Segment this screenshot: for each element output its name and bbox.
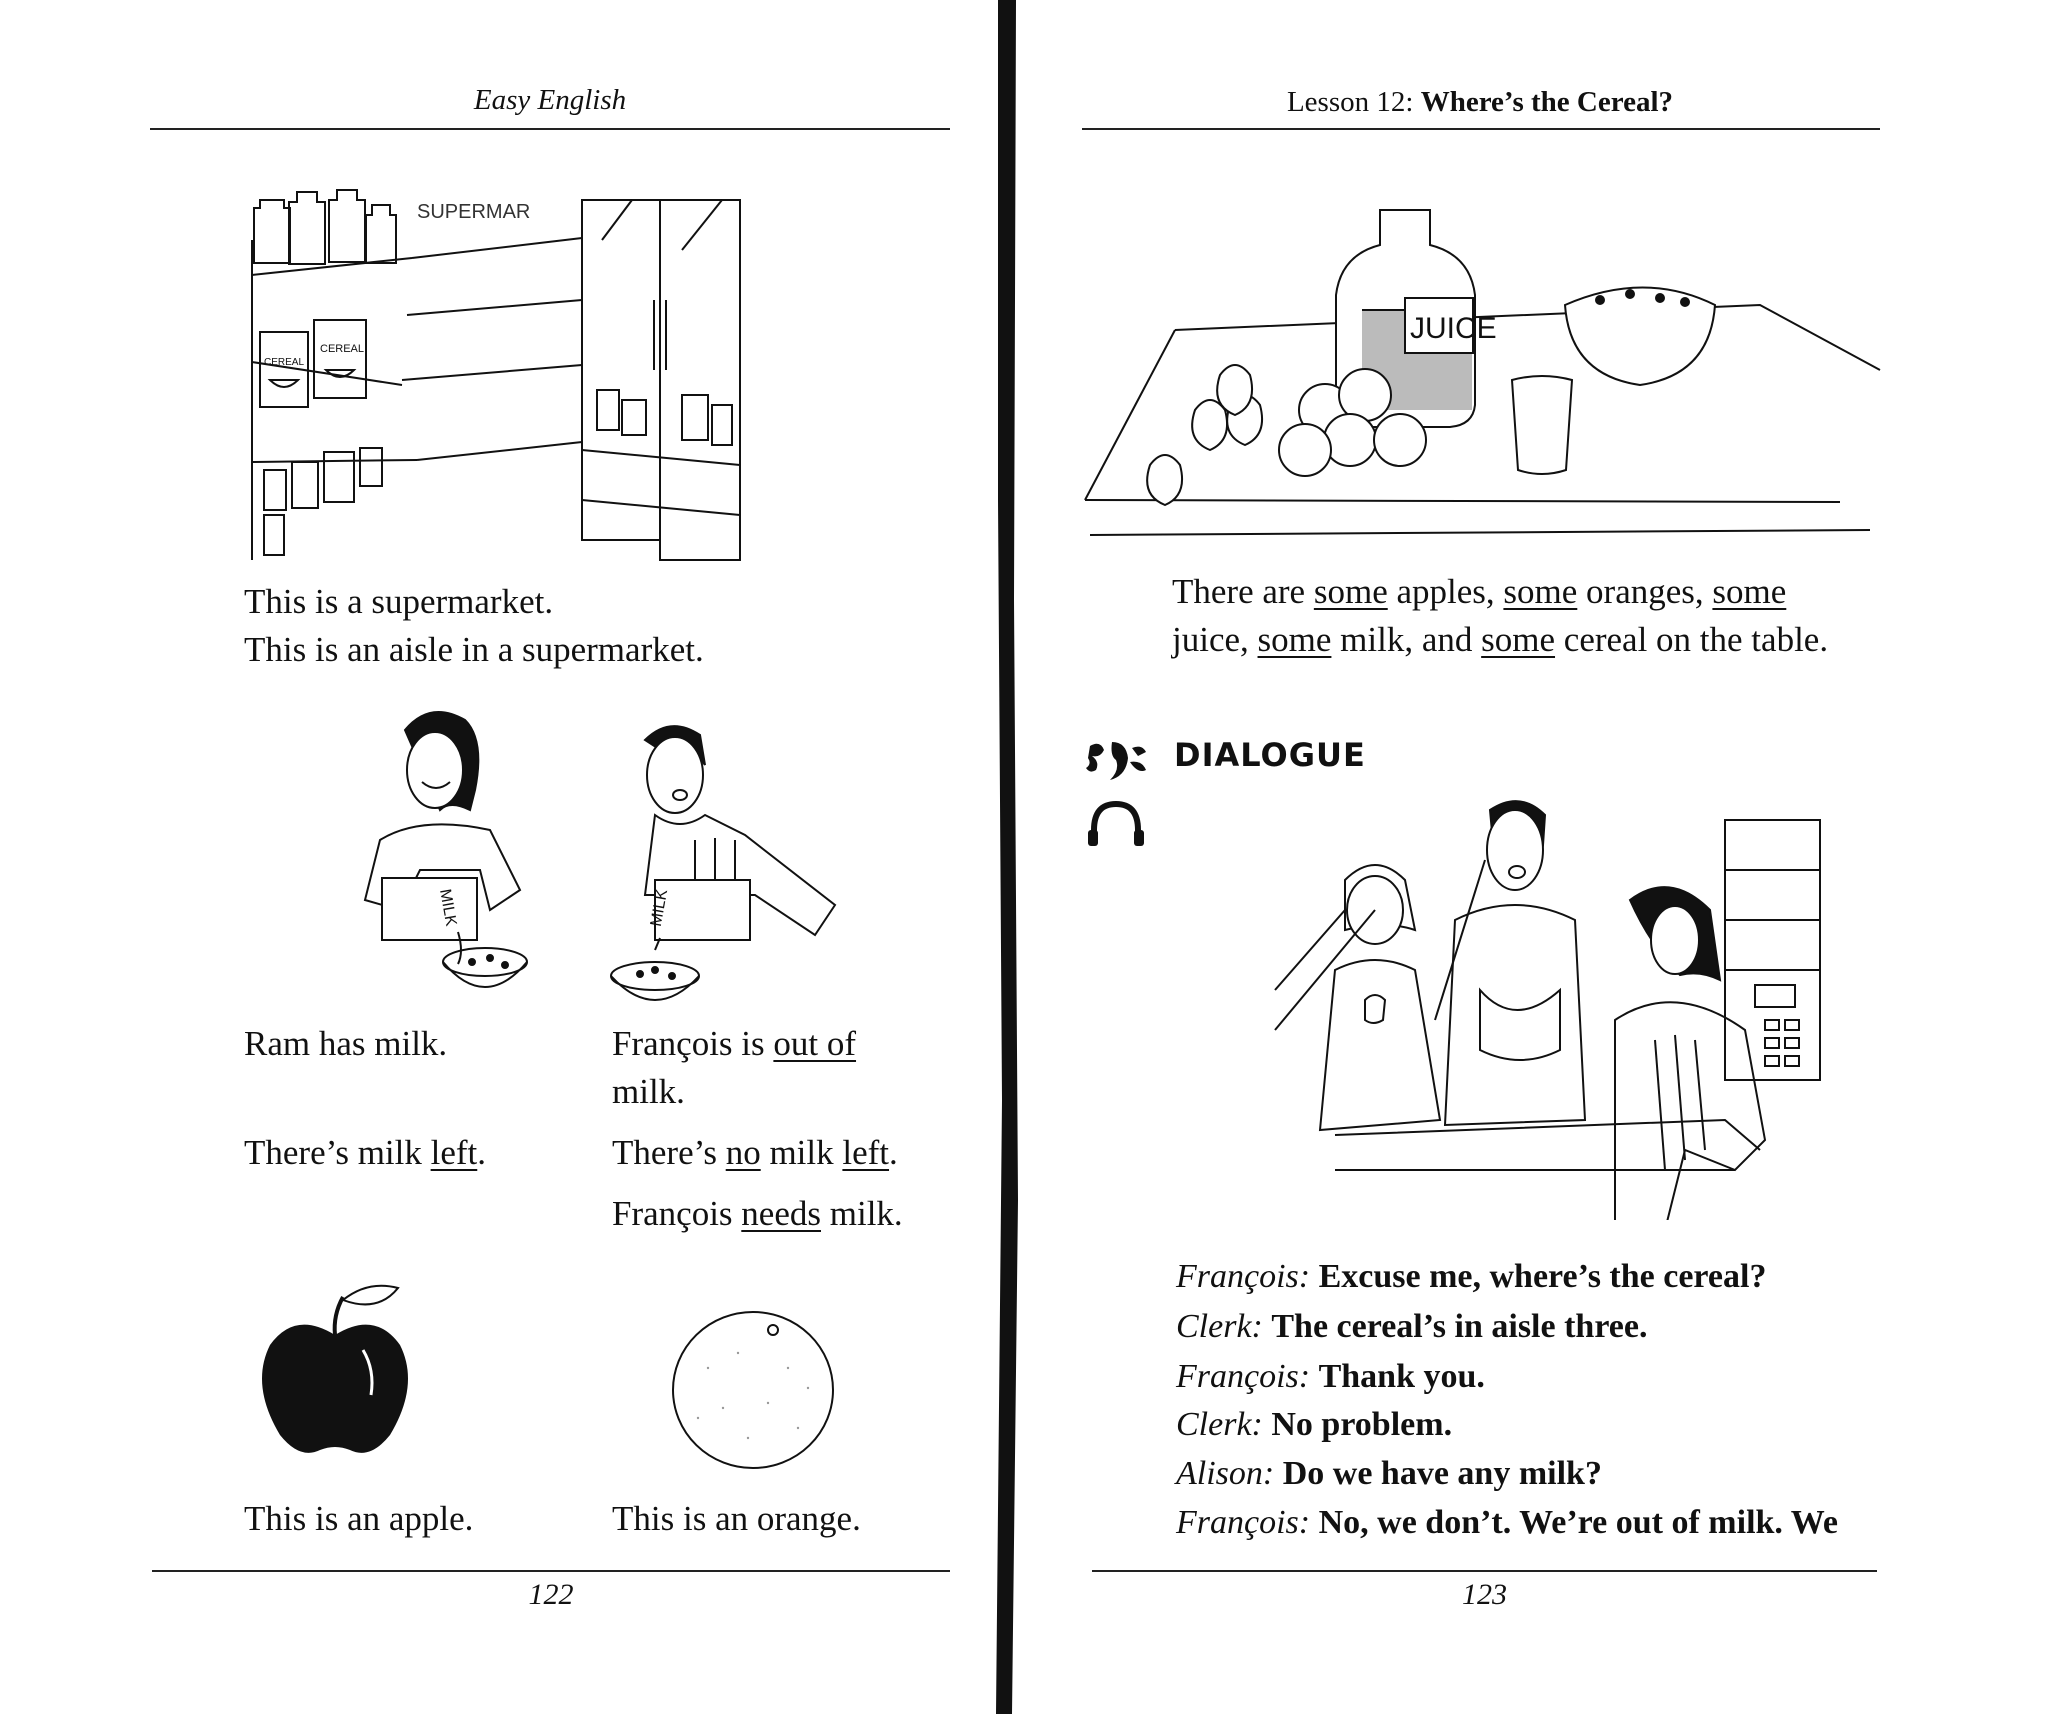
francois-carton-label: MILK: [647, 888, 672, 928]
page-number-left: 122: [528, 1578, 574, 1611]
orange-caption: This is an orange.: [612, 1499, 861, 1538]
some-sentence-line-1: There are some apples, some oranges, some: [1172, 572, 1787, 611]
dialogue-speakers-icon: [1086, 738, 1152, 788]
dialogue-line-4: Clerk: No problem.: [1176, 1406, 1453, 1443]
running-head-left: Easy English: [473, 84, 627, 116]
dialogue-line-6: François: No, we don’t. We’re out of milk. We: [1176, 1504, 1839, 1541]
footer-rule-right: [1092, 1570, 1877, 1572]
running-head-right: Lesson 12: Where’s the Cereal?: [1286, 86, 1674, 118]
headphones-icon: [1086, 800, 1146, 850]
francois-pouring-milk-illustration: [600, 720, 840, 1020]
cereal-box-label-2: CEREAL: [320, 343, 365, 355]
orange-illustration: [668, 1308, 838, 1473]
francois-milk-text: milk.: [612, 1072, 685, 1111]
header-rule-right: [1082, 128, 1880, 130]
dialogue-line-1: François: Excuse me, where’s the cereal?: [1176, 1258, 1767, 1295]
ram-carton-label: MILK: [436, 887, 460, 928]
supermarket-caption-1: This is a supermarket.: [244, 582, 554, 621]
apple-illustration: [255, 1280, 415, 1460]
ram-has-milk-text: Ram has milk.: [244, 1024, 448, 1063]
header-rule-left: [150, 128, 950, 130]
some-sentence-line-2: juice, some milk, and some cereal on the table.: [1172, 620, 1829, 659]
francois-out-of-text: François is out of: [612, 1024, 857, 1063]
footer-rule-left: [152, 1570, 950, 1572]
supermarket-caption-2: This is an aisle in a supermarket.: [244, 630, 704, 669]
store-dialogue-illustration: [1255, 790, 1825, 1220]
supermarket-illustration: [242, 180, 752, 565]
theres-no-milk-left-text: There’s no milk left.: [612, 1133, 898, 1172]
dialogue-line-5: Alison: Do we have any milk?: [1176, 1455, 1602, 1492]
dialogue-line-2: Clerk: The cereal’s in aisle three.: [1176, 1308, 1648, 1345]
supermarket-sign-text: SUPERMAR: [417, 201, 531, 223]
ram-pouring-milk-illustration: [310, 700, 550, 1010]
theres-milk-left-text: There’s milk left.: [244, 1133, 487, 1172]
dialogue-line-3: François: Thank you.: [1176, 1358, 1485, 1395]
juice-label: JUICE: [1410, 312, 1497, 345]
cereal-box-label-1: CEREAL: [264, 357, 305, 368]
left-page: [0, 0, 1000, 1714]
table-with-food-illustration: [1080, 190, 1890, 550]
apple-caption: This is an apple.: [244, 1499, 474, 1538]
page-number-right: 123: [1462, 1578, 1507, 1611]
dialogue-heading: DIALOGUE: [1174, 736, 1366, 774]
francois-needs-milk-text: François needs milk.: [612, 1194, 903, 1233]
